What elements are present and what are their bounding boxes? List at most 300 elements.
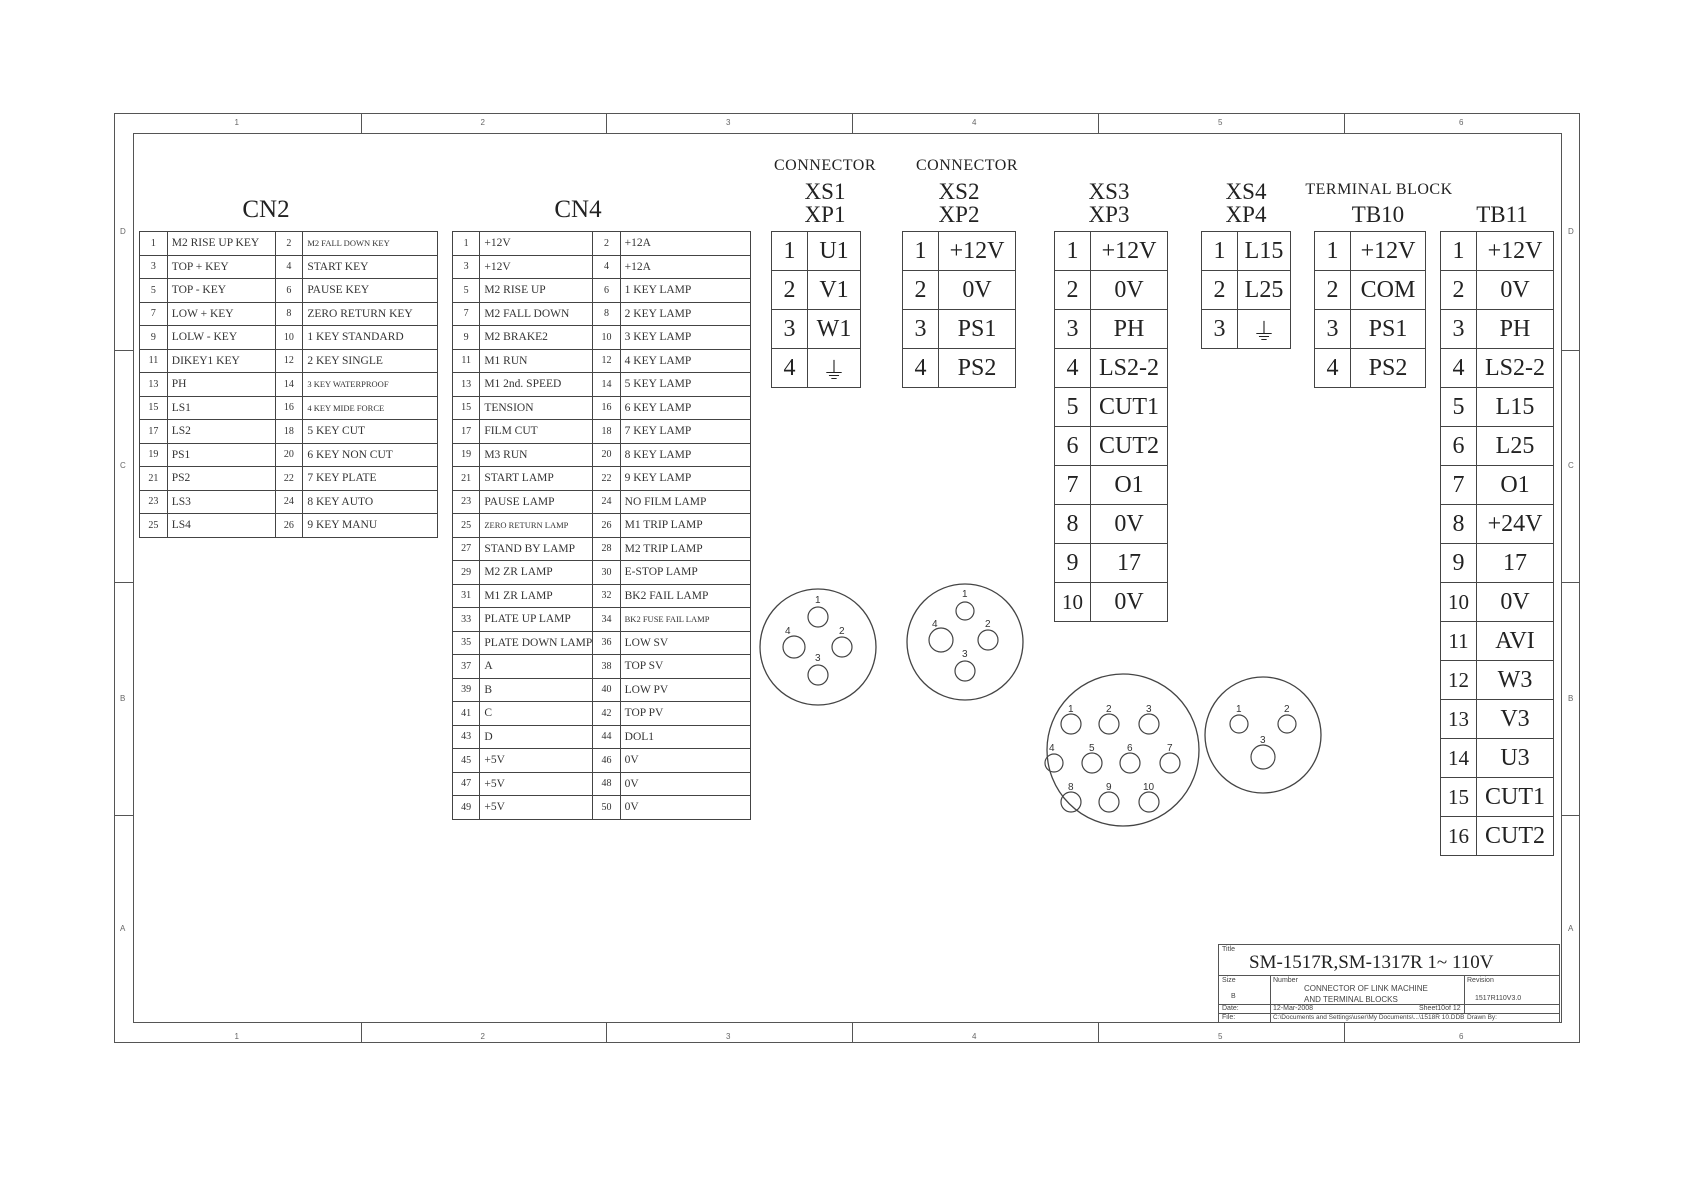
pin-number: 42	[593, 702, 620, 726]
plug-pin	[956, 602, 974, 620]
pin-number: 3	[903, 310, 939, 349]
pin-number: 2	[1441, 271, 1477, 310]
zone-label-top: 5	[1218, 118, 1223, 127]
pin-number: 2	[1202, 271, 1238, 310]
plug-pin-label: 9	[1106, 782, 1112, 793]
pin-signal: C	[480, 702, 593, 726]
zone-label-right: D	[1568, 226, 1574, 236]
pin-signal: +5V	[480, 796, 593, 820]
revision-value: 1517R110V3.0	[1475, 995, 1522, 1002]
tb10-label: TB10	[1351, 202, 1405, 227]
pin-signal: CUT2	[1091, 427, 1168, 466]
pin-number: 21	[453, 467, 480, 491]
pin-signal: FILM CUT	[480, 420, 593, 444]
pin-number: 4	[903, 349, 939, 388]
pin-signal: L15	[1477, 388, 1554, 427]
pin-signal: 0V	[1091, 505, 1168, 544]
pin-signal: +24V	[1477, 505, 1554, 544]
pin-signal: DOL1	[620, 725, 750, 749]
pin-signal: COM	[1351, 271, 1426, 310]
pin-number: 7	[1055, 466, 1091, 505]
pin-signal: DIKEY1 KEY	[167, 349, 275, 373]
zone-label-bottom: 4	[972, 1032, 977, 1041]
pin-number: 14	[275, 373, 303, 397]
plug-pin-label: 3	[962, 649, 968, 660]
pin-number: 2	[772, 271, 808, 310]
plug-pin-label: 7	[1167, 743, 1173, 754]
pin-number: 23	[453, 490, 480, 514]
pin-number: 7	[453, 302, 480, 326]
pin-number: 3	[1055, 310, 1091, 349]
pin-signal: +12A	[620, 255, 750, 279]
pin-signal: W3	[1477, 661, 1554, 700]
plug-pin	[1160, 753, 1180, 773]
pin-number: 1	[1441, 232, 1477, 271]
pin-number: 3	[453, 255, 480, 279]
pin-number: 6	[275, 279, 303, 303]
zone-label-left: B	[120, 693, 126, 703]
xp4-label: XP4	[1225, 202, 1267, 227]
pin-number: 39	[453, 678, 480, 702]
pin-signal: PH	[1477, 310, 1554, 349]
pin-signal: LOW SV	[620, 631, 750, 655]
plug-pin	[1061, 714, 1081, 734]
plug-pin-label: 10	[1143, 782, 1155, 793]
pin-signal: M1 TRIP LAMP	[620, 514, 750, 538]
size-value: B	[1231, 993, 1236, 1000]
pin-signal: M2 RISE UP	[480, 279, 593, 303]
pin-signal: STAND BY LAMP	[480, 537, 593, 561]
plug-pin	[1099, 792, 1119, 812]
pin-signal: +5V	[480, 749, 593, 773]
plug-pin-label: 1	[1068, 704, 1074, 715]
pin-number: 1	[453, 232, 480, 256]
pin-signal: LS2-2	[1477, 349, 1554, 388]
plug-pin-label: 2	[985, 619, 991, 630]
plug-pin-label: 4	[932, 619, 938, 630]
pin-signal: W1	[808, 310, 861, 349]
pin-number: 2	[275, 232, 303, 256]
xs1-connector-label: CONNECTOR	[774, 157, 876, 174]
pin-number: 20	[593, 443, 620, 467]
pin-signal: LS3	[167, 490, 275, 514]
pin-signal: 0V	[1091, 583, 1168, 622]
pin-signal: PS2	[1351, 349, 1426, 388]
pin-signal: PLATE DOWN LAMP	[480, 631, 593, 655]
pin-signal: PH	[1091, 310, 1168, 349]
pin-signal: L25	[1238, 271, 1291, 310]
pin-number: 5	[1441, 388, 1477, 427]
zone-label-left: D	[120, 226, 126, 236]
pin-number: 31	[453, 584, 480, 608]
plug-pin-label: 3	[815, 653, 821, 664]
pin-number: 1	[772, 232, 808, 271]
pin-signal: LOW PV	[620, 678, 750, 702]
zone-label-bottom: 5	[1218, 1032, 1223, 1041]
pin-signal: LS1	[167, 396, 275, 420]
pin-number: 3	[772, 310, 808, 349]
pin-number: 19	[140, 443, 168, 467]
plug-pin-label: 1	[962, 589, 968, 600]
pin-signal: TENSION	[480, 396, 593, 420]
pin-number: 26	[593, 514, 620, 538]
pin-signal: LS2	[167, 420, 275, 444]
pin-signal: 7 KEY PLATE	[303, 467, 438, 491]
date-value: 12-Mar-2008	[1273, 1005, 1314, 1012]
pin-signal: PLATE UP LAMP	[480, 608, 593, 632]
pin-signal: 2 KEY LAMP	[620, 302, 750, 326]
pin-number: 9	[453, 326, 480, 350]
plug-pin-label: 8	[1068, 782, 1074, 793]
pin-signal: PS1	[939, 310, 1016, 349]
zone-label-right: C	[1568, 461, 1574, 470]
pin-number: 35	[453, 631, 480, 655]
pin-number: 1	[1315, 232, 1351, 271]
plug-pin	[978, 630, 998, 650]
pin-signal: ZERO RETURN LAMP	[480, 514, 593, 538]
plug-pin	[1278, 715, 1296, 733]
drawing-title: SM-1517R,SM-1317R 1~ 110V	[1249, 952, 1494, 973]
pin-signal: PH	[167, 373, 275, 397]
xp1-label: XP1	[804, 202, 846, 227]
pin-number: 6	[593, 279, 620, 303]
plug-pin	[1251, 745, 1275, 769]
plug-pin-label: 2	[1284, 704, 1290, 715]
pin-signal: 0V	[939, 271, 1016, 310]
pin-signal: START KEY	[303, 255, 438, 279]
pin-number: 16	[1441, 817, 1477, 856]
pin-number: 2	[903, 271, 939, 310]
pin-signal: 0V	[1477, 583, 1554, 622]
pin-number: 3	[1441, 310, 1477, 349]
plug-pin-label: 4	[1049, 743, 1055, 754]
pin-signal: 9 KEY MANU	[303, 514, 438, 538]
plug-pin	[832, 637, 852, 657]
pin-signal: 17	[1477, 544, 1554, 583]
pin-number: 30	[593, 561, 620, 585]
pin-signal: 7 KEY LAMP	[620, 420, 750, 444]
pin-signal: LOLW - KEY	[167, 326, 275, 350]
zone-label-left: C	[120, 461, 126, 470]
pin-number: 37	[453, 655, 480, 679]
pin-number: 11	[453, 349, 480, 373]
pin-signal: +12V	[939, 232, 1016, 271]
pin-number: 28	[593, 537, 620, 561]
pin-signal: 0V	[1477, 271, 1554, 310]
pin-number: 16	[593, 396, 620, 420]
number-label: Number	[1273, 977, 1298, 984]
pin-number: 4	[593, 255, 620, 279]
pin-number: 14	[1441, 739, 1477, 778]
pin-signal: B	[480, 678, 593, 702]
pin-number: 4	[275, 255, 303, 279]
pin-signal: PAUSE KEY	[303, 279, 438, 303]
pin-signal: E-STOP LAMP	[620, 561, 750, 585]
pin-signal: 0V	[620, 749, 750, 773]
plug-pin-label: 1	[815, 595, 821, 606]
pin-number: 45	[453, 749, 480, 773]
pin-signal: START LAMP	[480, 467, 593, 491]
pin-signal: O1	[1091, 466, 1168, 505]
pin-number: 19	[453, 443, 480, 467]
zone-label-top: 4	[972, 118, 977, 127]
pin-signal: PS1	[1351, 310, 1426, 349]
pin-number: 10	[1055, 583, 1091, 622]
xs1-plug-face	[760, 589, 876, 705]
pin-number: 47	[453, 772, 480, 796]
xp2-label: XP2	[938, 202, 980, 227]
pin-number: 15	[140, 396, 168, 420]
pin-signal: CUT2	[1477, 817, 1554, 856]
pin-number: 11	[140, 349, 168, 373]
pin-signal: 6 KEY NON CUT	[303, 443, 438, 467]
pin-number: 5	[453, 279, 480, 303]
pin-signal: +12V	[480, 232, 593, 256]
pin-number: 18	[593, 420, 620, 444]
cn4-title: CN4	[554, 196, 602, 223]
pin-signal: 0V	[620, 772, 750, 796]
zone-label-right: B	[1568, 693, 1574, 703]
pin-number: 22	[275, 467, 303, 491]
zone-label-bottom: 3	[726, 1032, 731, 1041]
pin-number: 38	[593, 655, 620, 679]
plug-pin-label: 1	[1236, 704, 1242, 715]
pin-number: 22	[593, 467, 620, 491]
pin-signal: +5V	[480, 772, 593, 796]
pin-number: 7	[140, 302, 168, 326]
pin-signal: 1 KEY LAMP	[620, 279, 750, 303]
pin-signal: 0V	[620, 796, 750, 820]
pin-number: 3	[1202, 310, 1238, 349]
pin-signal: LS2-2	[1091, 349, 1168, 388]
plug-pin	[808, 665, 828, 685]
pin-number: 14	[593, 373, 620, 397]
pin-number: 17	[140, 420, 168, 444]
pin-signal: 2 KEY SINGLE	[303, 349, 438, 373]
pin-number: 12	[593, 349, 620, 373]
pin-number: 17	[453, 420, 480, 444]
pin-signal: CUT1	[1091, 388, 1168, 427]
pin-signal: PAUSE LAMP	[480, 490, 593, 514]
pin-number: 8	[275, 302, 303, 326]
zone-label-top: 2	[480, 118, 485, 127]
pin-number: 9	[1055, 544, 1091, 583]
pin-signal: +12A	[620, 232, 750, 256]
plug-pin-label: 2	[839, 626, 845, 637]
pin-number: 9	[140, 326, 168, 350]
pin-number: 1	[1055, 232, 1091, 271]
pin-signal: O1	[1477, 466, 1554, 505]
plug-pin	[1099, 714, 1119, 734]
pin-number: 49	[453, 796, 480, 820]
pin-signal: BK2 FUSE FAIL LAMP	[620, 608, 750, 632]
pin-signal: 5 KEY CUT	[303, 420, 438, 444]
pin-signal: BK2 FAIL LAMP	[620, 584, 750, 608]
plug-outline	[1047, 674, 1199, 826]
date-label: Date:	[1222, 1005, 1239, 1012]
pin-signal: 4 KEY LAMP	[620, 349, 750, 373]
pin-signal: M2 ZR LAMP	[480, 561, 593, 585]
pin-number: 27	[453, 537, 480, 561]
pin-number: 40	[593, 678, 620, 702]
pin-number: 1	[140, 232, 168, 256]
zone-label-top: 6	[1459, 118, 1464, 127]
pin-number: 48	[593, 772, 620, 796]
pin-signal: 17	[1091, 544, 1168, 583]
pin-number: 4	[1441, 349, 1477, 388]
xs4-plug-face	[1205, 677, 1321, 793]
pin-signal: M1 ZR LAMP	[480, 584, 593, 608]
plug-pin	[1120, 753, 1140, 773]
pin-signal: M2 RISE UP KEY	[167, 232, 275, 256]
pin-signal: L15	[1238, 232, 1291, 271]
pin-number: 10	[1441, 583, 1477, 622]
cn2-title: CN2	[242, 196, 290, 223]
zone-label-bottom: 2	[480, 1032, 485, 1041]
pin-number: 15	[1441, 778, 1477, 817]
pin-number: 46	[593, 749, 620, 773]
pin-signal: V3	[1477, 700, 1554, 739]
title-label: Title	[1222, 946, 1235, 953]
pin-number: 3	[1315, 310, 1351, 349]
pin-number: 50	[593, 796, 620, 820]
plug-pin-label: 2	[1106, 704, 1112, 715]
pin-number: 36	[593, 631, 620, 655]
pin-signal: PS1	[167, 443, 275, 467]
pin-signal: L25	[1477, 427, 1554, 466]
pin-number: 26	[275, 514, 303, 538]
number-line2: AND TERMINAL BLOCKS	[1304, 995, 1398, 1004]
revision-label: Revision	[1467, 977, 1494, 984]
pin-number: 18	[275, 420, 303, 444]
pin-number: 25	[453, 514, 480, 538]
pin-number: 25	[140, 514, 168, 538]
xs2-connector-label: CONNECTOR	[916, 157, 1018, 174]
zone-label-top: 1	[234, 118, 239, 127]
pin-signal: +12V	[1477, 232, 1554, 271]
plug-pin	[1139, 792, 1159, 812]
pin-number: 12	[275, 349, 303, 373]
pin-number: 13	[140, 373, 168, 397]
pin-signal: +12V	[1091, 232, 1168, 271]
zone-label-bottom: 1	[234, 1032, 239, 1041]
pin-number: 6	[1055, 427, 1091, 466]
sheet-value: Sheet10of 12	[1419, 1005, 1461, 1012]
pin-signal: 8 KEY AUTO	[303, 490, 438, 514]
xs3-label: XS3	[1088, 179, 1130, 204]
pin-number: 23	[140, 490, 168, 514]
pin-number: 9	[1441, 544, 1477, 583]
pin-signal: 9 KEY LAMP	[620, 467, 750, 491]
pin-signal: M3 RUN	[480, 443, 593, 467]
plug-pin	[1082, 753, 1102, 773]
plug-pin-label: 6	[1127, 743, 1133, 754]
zone-label-left: A	[120, 924, 126, 933]
pin-signal: U1	[808, 232, 861, 271]
pin-signal: M2 FALL DOWN	[480, 302, 593, 326]
xs4-label: XS4	[1225, 179, 1267, 204]
file-label: File:	[1222, 1014, 1236, 1021]
pin-number: 6	[1441, 427, 1477, 466]
number-line1: CONNECTOR OF LINK MACHINE	[1304, 984, 1428, 993]
title-block	[1218, 944, 1560, 1023]
pin-number: 13	[1441, 700, 1477, 739]
pin-signal: U3	[1477, 739, 1554, 778]
pin-number: 5	[1055, 388, 1091, 427]
xs2-label: XS2	[938, 179, 980, 204]
pin-signal: TOP + KEY	[167, 255, 275, 279]
pin-signal: LOW + KEY	[167, 302, 275, 326]
pin-signal: V1	[808, 271, 861, 310]
plug-pin	[808, 607, 828, 627]
pin-signal: 8 KEY LAMP	[620, 443, 750, 467]
size-label: Size	[1222, 977, 1236, 984]
plug-pin	[783, 636, 805, 658]
pin-signal: M1 RUN	[480, 349, 593, 373]
xs1-label: XS1	[804, 179, 846, 204]
plug-pin-label: 5	[1089, 743, 1095, 754]
pin-signal: 4 KEY MIDE FORCE	[303, 396, 438, 420]
pin-signal: M2 TRIP LAMP	[620, 537, 750, 561]
pin-signal: 3 KEY LAMP	[620, 326, 750, 350]
plug-pin	[1139, 714, 1159, 734]
pin-signal: NO FILM LAMP	[620, 490, 750, 514]
pin-number: 33	[453, 608, 480, 632]
file-value: C:\Documents and Settings\user\My Documents\...\1518R 10.DDB	[1273, 1014, 1465, 1021]
plug-pin	[955, 661, 975, 681]
pin-signal: CUT1	[1477, 778, 1554, 817]
drawn-by-label: Drawn By:	[1467, 1014, 1497, 1021]
tb11-label: TB11	[1476, 202, 1528, 227]
pin-number: 11	[1441, 622, 1477, 661]
plug-pin	[1061, 792, 1081, 812]
pin-number: 2	[1315, 271, 1351, 310]
pin-number: 12	[1441, 661, 1477, 700]
pin-number: 10	[593, 326, 620, 350]
pin-signal: PS2	[167, 467, 275, 491]
pin-number: 8	[1441, 505, 1477, 544]
pin-number: 1	[1202, 232, 1238, 271]
pin-signal: LS4	[167, 514, 275, 538]
pin-number: 4	[772, 349, 808, 388]
pin-signal: D	[480, 725, 593, 749]
plug-pin	[929, 628, 953, 652]
terminal-block-label: TERMINAL BLOCK	[1305, 181, 1453, 198]
xs3-plug-face	[1045, 674, 1199, 826]
pin-signal: PS2	[939, 349, 1016, 388]
plug-pin-label: 3	[1260, 735, 1266, 746]
plug-pin	[1230, 715, 1248, 733]
pin-signal: +12V	[480, 255, 593, 279]
pin-signal: TOP - KEY	[167, 279, 275, 303]
pin-signal: AVI	[1477, 622, 1554, 661]
plug-pin-label: 3	[1146, 704, 1152, 715]
pin-signal: M1 2nd. SPEED	[480, 373, 593, 397]
pin-signal: 0V	[1091, 271, 1168, 310]
xp3-label: XP3	[1088, 202, 1130, 227]
pin-number: 8	[1055, 505, 1091, 544]
pin-number: 2	[1055, 271, 1091, 310]
pin-number: 13	[453, 373, 480, 397]
pin-number: 21	[140, 467, 168, 491]
zone-label-right: A	[1568, 924, 1574, 933]
ground-icon: ⏚	[808, 349, 861, 388]
pin-number: 41	[453, 702, 480, 726]
zone-label-bottom: 6	[1459, 1032, 1464, 1041]
zone-label-top: 3	[726, 118, 731, 127]
pin-number: 5	[140, 279, 168, 303]
xs2-plug-face	[907, 584, 1023, 700]
